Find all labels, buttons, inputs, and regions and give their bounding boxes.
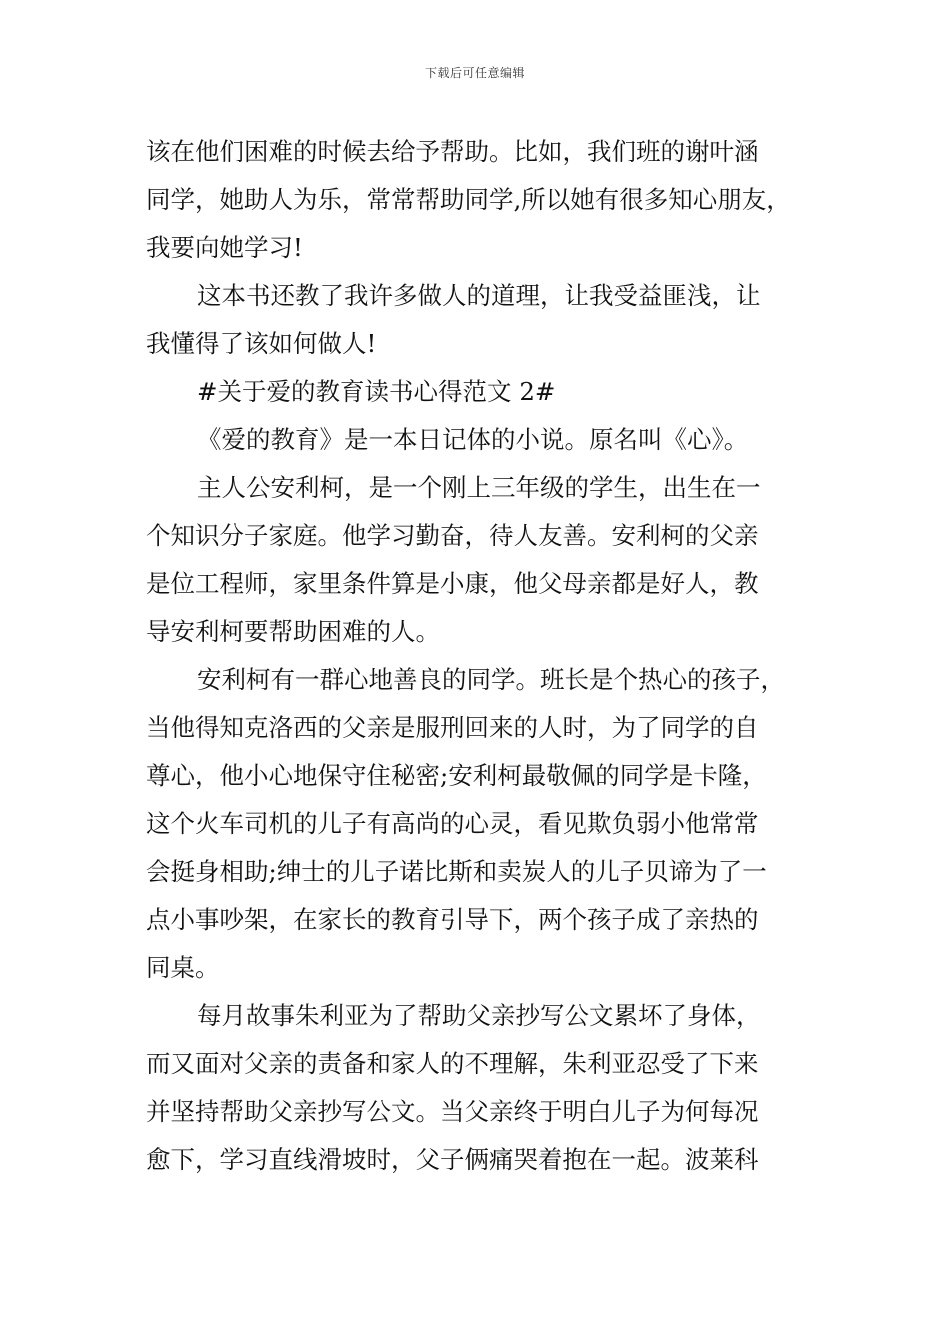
paragraph-start-line: 这本书还教了我许多做人的道理，让我受益匪浅，让 — [197, 281, 761, 310]
text-line: 愈下，学习直线滑坡时，父子俩痛哭着抱在一起。波莱科 — [146, 1145, 759, 1174]
paragraph-start-line: 主人公安利柯，是一个刚上三年级的学生，出生在一 — [197, 473, 761, 502]
page-header-note: 下载后可任意编辑 — [424, 66, 525, 80]
text-line: 个知识分子家庭。他学习勤奋，待人友善。安利柯的父亲 — [146, 521, 759, 550]
document-body — [146, 128, 811, 1184]
paragraph-start-line: 《爱的教育》是一本日记体的小说。原名叫《心》。 — [197, 425, 749, 454]
text-line: 而又面对父亲的责备和家人的不理解，朱利亚忍受了下来 — [146, 1049, 759, 1078]
text-line: 会挺身相助;绅士的儿子诺比斯和卖炭人的儿子贝谛为了一 — [146, 857, 767, 886]
text-line: 我懂得了该如何做人! — [146, 329, 377, 358]
text-line: 点小事吵架，在家长的教育引导下，两个孩子成了亲热的 — [146, 905, 759, 934]
text-line: 尊心，他小心地保守住秘密;安利柯最敬佩的同学是卡隆， — [146, 761, 767, 790]
text-line: 我要向她学习! — [146, 233, 303, 262]
text-line: 这个火车司机的儿子有高尚的心灵，看见欺负弱小他常常 — [146, 809, 759, 838]
paragraph-start-line: 安利柯有一群心地善良的同学。班长是个热心的孩子， — [197, 665, 785, 694]
text-line: 导安利柯要帮助困难的人。 — [146, 617, 440, 646]
text-line: 是位工程师，家里条件算是小康，他父母亲都是好人，教 — [146, 569, 759, 598]
text-line: 并坚持帮助父亲抄写公文。当父亲终于明白儿子为何每况 — [146, 1097, 759, 1126]
text-line: 该在他们困难的时候去给予帮助。比如，我们班的谢叶涵 — [146, 137, 759, 166]
section-heading: #关于爱的教育读书心得范文 2# — [197, 377, 556, 406]
paragraph-start-line: 每月故事朱利亚为了帮助父亲抄写公文累坏了身体， — [197, 1001, 761, 1030]
text-line: 当他得知克洛西的父亲是服刑回来的人时，为了同学的自 — [146, 713, 759, 742]
text-line: 同学，她助人为乐，常常帮助同学,所以她有很多知心朋友， — [146, 185, 791, 214]
text-line: 同桌。 — [146, 953, 220, 982]
